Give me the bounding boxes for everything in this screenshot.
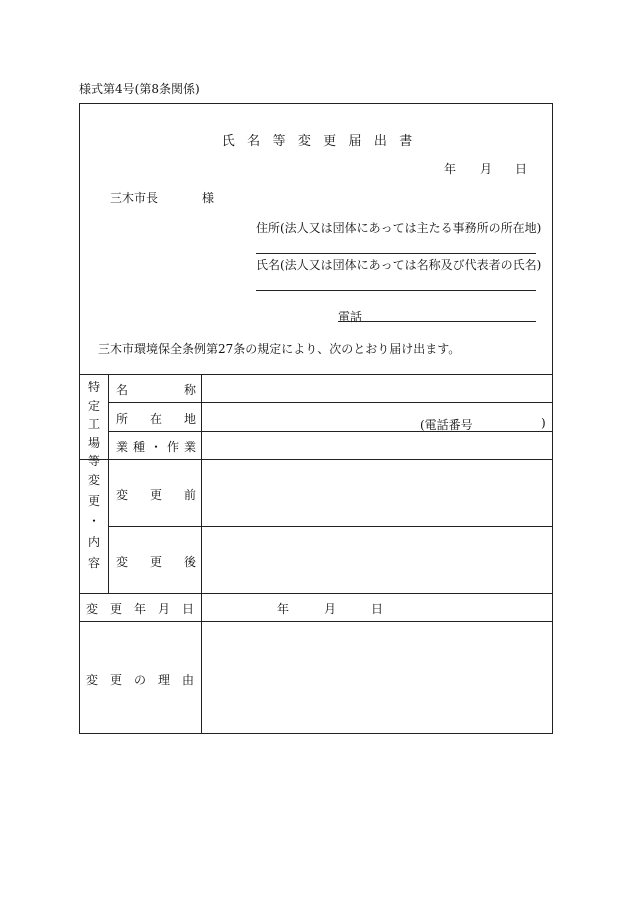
change-reason-label: 変 更 の 理 由 xyxy=(86,673,194,687)
change-date-label: 変 更 年 月 日 xyxy=(86,602,194,616)
divider-factory-end xyxy=(80,459,552,460)
addressee-honorific: 様 xyxy=(202,191,215,205)
divider-header xyxy=(80,374,552,375)
phone-label: 電話 xyxy=(338,310,363,324)
change-date-year: 年 xyxy=(277,602,290,616)
change-before-label: 変 更 前 xyxy=(116,488,196,502)
addressee-name: 三木市長 xyxy=(110,191,159,205)
name-underline xyxy=(256,290,536,291)
factory-phone-open: (電話番号 xyxy=(420,418,473,432)
date-year: 年 xyxy=(444,162,457,176)
divider-change-mid xyxy=(108,526,552,527)
divider-group-col xyxy=(108,374,109,593)
factory-group-label: 特 定 工 場 等 xyxy=(87,380,100,469)
factory-name-label: 名 称 xyxy=(116,383,196,397)
divider-label-col xyxy=(201,374,202,733)
divider-factory-1 xyxy=(108,402,552,403)
change-after-label: 変 更 後 xyxy=(116,555,196,569)
phone-underline xyxy=(338,321,536,322)
divider-change-end xyxy=(80,593,552,594)
divider-date-end xyxy=(80,621,552,622)
form-title: 氏名等変更届出書 xyxy=(221,134,425,149)
factory-location-label: 所 在 地 xyxy=(116,412,196,426)
divider-factory-2 xyxy=(108,431,552,432)
change-group-label: 変 更 ・ 内 容 xyxy=(87,473,100,570)
address-underline xyxy=(256,253,536,254)
statement-text: 三木市環境保全条例第27条の規定により、次のとおり届け出ます。 xyxy=(98,342,461,356)
change-date-day: 日 xyxy=(371,602,384,616)
form-number: 様式第4号(第8条関係) xyxy=(79,82,200,96)
name-label: 氏名(法人又は団体にあっては名称及び代表者の氏名) xyxy=(256,258,542,272)
form-sheet xyxy=(79,103,553,734)
date-month: 月 xyxy=(480,162,493,176)
factory-phone-close: ) xyxy=(541,416,546,430)
change-date-month: 月 xyxy=(324,602,337,616)
date-day: 日 xyxy=(515,162,528,176)
address-label: 住所(法人又は団体にあっては主たる事務所の所在地) xyxy=(256,221,542,235)
factory-industry-label: 業 種 ・ 作 業 xyxy=(116,440,196,454)
